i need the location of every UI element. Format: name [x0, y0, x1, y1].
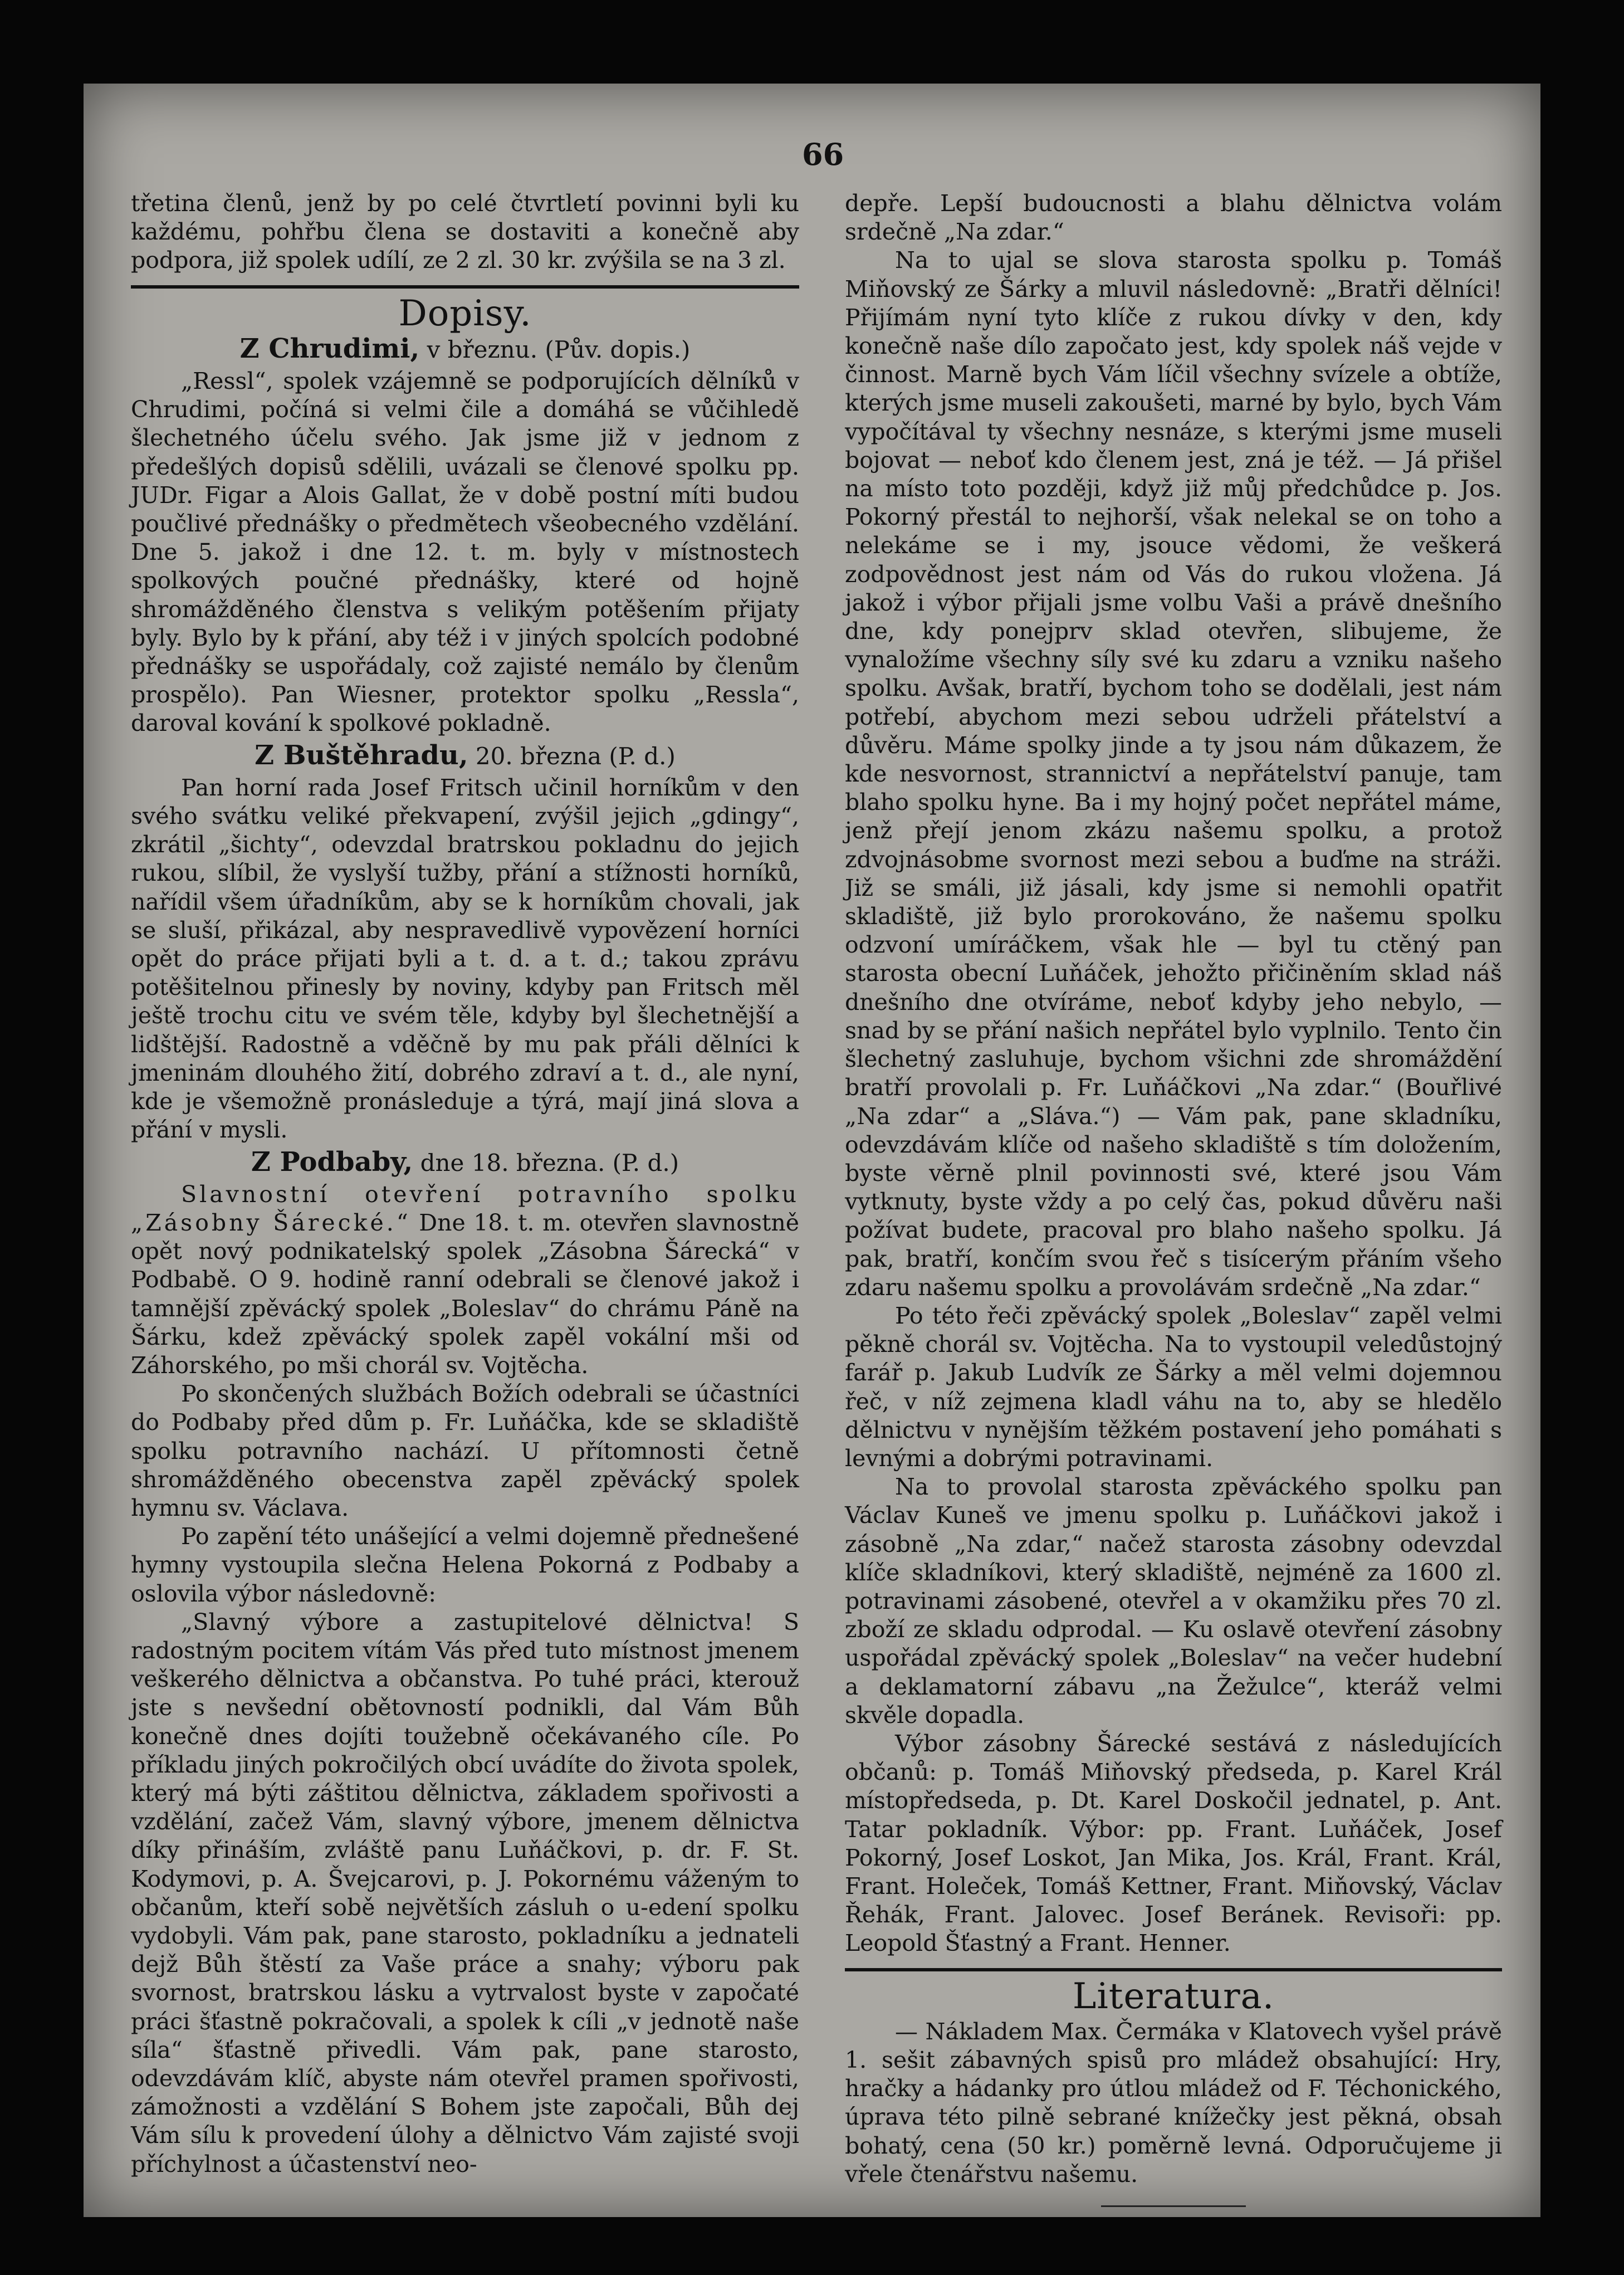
place-chrudim: Z Chrudimi,	[239, 333, 420, 364]
place-podbaba: Z Podbaby,	[251, 1146, 413, 1178]
section-divider	[131, 285, 799, 289]
section-title-literatura: Literatura.	[1072, 1975, 1275, 2017]
article-podbaba-p2: Po skončených službách Božích odebrali se účastníci do Podbaby před dům p. Fr. Luňáčka, kde se skladiště spolku potravního nachází. U přítomnosti četně shromážděného obecenstva zapěl zpěvácký spolek hymnu sv. Václava.	[131, 1380, 799, 1521]
spaced-lead: Slavnostní otevření potravního spolku „Zásobny Šárecké.“	[131, 1180, 799, 1236]
date-podbaba: dne 18. března. (P. d.)	[420, 1149, 679, 1176]
dateline-bustehrad	[131, 741, 799, 770]
end-rule	[1101, 2205, 1246, 2207]
right-p2: Na to ujal se slova starosta spolku p. Tomáš Miňovský ze Šárky a mluvil následovně: „Bratři dělníci! Přijímám nyní tyto klíče z rukou dívky v den, kdy konečně naše dílo započato jest, kdy spolek náš vejde v činnost. Marně bych Vám líčil všechny svízele a obtíže, kterých jsme museli zakoušeti, marné by bylo, bych Vám vypočítával ty všechny nesnáze, s kterými jsme museli bojovat — neboť kdo členem jest, zná je též. — Já přišel na místo toto později, když již můj předchůdce p. Jos. Pokorný přestál to nejhorší, však nelekal se on toho a nelekáme se i my, jsouce vědomi, že veškerá zodpovědnost jest nám od Vás do rukou vložena. Já jakož i výbor přijali jsme volbu Vaši a právě dnešního dne, kdy ponejprv sklad otevřen, slibujeme, že vynaložíme všechny síly své ku zdaru a vzniku našeho spolku. Avšak, bratří, bychom toho se dodělali, jest nám potřebí, abychom mezi sebou udrželi přátelství a důvěru. Máme spolky jinde a ty jsou nám důkazem, že kde nesvornost, strannictví a nepřátelství panuje, tam blaho spolku hyne. Ba i my hojný počet nepřátel máme, jenž přejí jenom zkázu našemu spolku, a protož zdvojnásobme svornost mezi sebou a buďme na stráži. Již se smáli, již jásali, kdy jsme si nemohli opatřit skladiště, již bylo prorokováno, že našemu spolku odzvoní umíráčkem, však hle — byl tu ctěný pan starosta obecní Luňáček, jehožto přičiněním sklad náš dnešního dne otvíráme, neboť kdyby jeho nebylo, — snad by se přání našich nepřátel bylo vyplnilo. Tento čin šlechetný zasluhuje, bychom všichni zde shromáždění bratří provolali p. Fr. Luňáčkovi „Na zdar.“ (Bouřlivé „Na zdar“ a „Sláva.“) — Vám pak, pane skladníku, odevzdávám klíče od našeho skladiště s tím doložením, byste věrně plnil povinnosti své, které jsou Vám vytknuty, byste vždy a po celý čas, pokud důvěru naši požívat budete, pracoval pro blaho našeho spolku. Já pak, bratří, končím svou řeč s tisícerým přáním všeho zdaru našemu spolku a provolávám srdečně „Na zdar.“	[845, 247, 1502, 1301]
article-chrudim: „Ressl“, spolek vzájemně se podporujících dělníků v Chrudimi, počíná si velmi čile a domáhá se vůčihledě šlechetného účelu svého. Jak jsme již v jednom z předešlých dopisů sdělili, uvázali se členové spolku pp. JUDr. Figar a Alois Gallat, že v době postní míti budou poučlivé přednášky o předmětech všeobecného vzdělání. Dne 5. jakož i dne 12. t. m. byly v místnostech spolkových poučné přednášky, které od hojně shromážděného členstva s velikým potěšením přijaty byly. Bylo by k přání, aby též i v jiných spolcích podobné přednášky se uspořádaly, což zajisté nemálo by členům prospělo). Pan Wiesner, protektor spolku „Ressla“, daroval kování k spolkové pokladně.	[131, 368, 799, 737]
left-column	[131, 189, 799, 2179]
intro-paragraph: třetina členů, jenž by po celé čtvrtletí povinni byli ku každému, pohřbu člena se dostaviti a konečně aby podpora, již spolek udílí, ze 2 zl. 30 kr. zvýšila se na 3 zl.	[131, 190, 799, 274]
right-p5: Výbor zásobny Šárecké sestává z následujících občanů: p. Tomáš Miňovský předseda, p. Karel Král místopředseda, p. Dt. Karel Doskočil jednatel, p. Ant. Tatar pokladník. Výbor: pp. Frant. Luňáček, Josef Pokorný, Josef Loskot, Jan Mika, Jos. Král, Frant. Král, Frant. Holeček, Tomáš Kettner, Frant. Miňovský, Václav Řehák, Frant. Jalovec. Josef Beránek. Revisoři: pp. Leopold Šťastný a Frant. Henner.	[845, 1730, 1502, 1957]
article-bustehrad: Pan horní rada Josef Fritsch učinil horníkům v den svého svátku veliké překvapení, zvýšil jejich „gdingy“, zkrátil „šichty“, odevzdal bratrskou pokladnu do jejich rukou, slíbil, že vyslyší tužby, přání a stížnosti horníků, nařídil všem úřadníkům, aby se k horníkům chovali, jak se sluší, přikázal, aby nespravedlivě vypovězení horníci opět do práce přijati byli a t. d. a t. d.; takou zprávu potěšitelnou přinesly by noviny, kdyby pan Fritsch měl ještě trochu citu ve svém těle, kdyby byl šlechetnější a lidštější. Radostně a vděčně by mu pak přáli dělníci k jmeninám dlouhého žití, dobrého zdraví a t. d., ale nyní, kde je všemožně pronásleduje a týrá, mají jiná slova a přání v mysli.	[131, 774, 799, 1144]
date-chrudim: v březnu. (Pův. dopis.)	[427, 335, 691, 363]
date-bustehrad: 20. března (P. d.)	[475, 742, 676, 770]
article-podbaba-p1	[131, 1180, 799, 1380]
article-podbaba-p4: „Slavný výbore a zastupitelové dělnictva! S radostným pocitem vítám Vás před tuto místnost jmenem veškerého dělnictva a občanstva. Po tuhé práci, kterouž jste s nevšední obětovností podnikli, dal Vám Bůh konečně dnes dojíti toužebně očekávaného cíle. Po příkladu jiných pokročilých obcí uvádíte do života spolek, který má býti záštitou dělnictva, základem spořivosti a vzdělání, začež Vám, slavný výbore, jmenem dělnictva díky přináším, zvláště panu Luňáčkovi, p. dr. F. St. Kodymovi, p. A. Švejcarovi, p. J. Pokornému váženým to občanům, kteří sobě největších zásluh o u-edení spolku vydobyli. Vám pak, pane starosto, pokladníku a jednateli dejž Bůh štěstí za Vaše práce a snahy; výboru pak svornost, bratrskou lásku a vytrvalost byste v započaté práci šťastně pokračovali, a spolek k cíli „v jednotě naše síla“ šťastně přivedli. Vám pak, pane starosto, odevzdávám klíč, abyste nám otevřel pramen spořivosti, zámožnosti a vzdělání S Bohem jste započali, Bůh dej Vám sílu k provedení úlohy a dělnictvo Vám zajisté svoji příchylnost a účastenství neo-	[131, 1608, 799, 2178]
newspaper-page	[84, 84, 1540, 2217]
right-p1: depře. Lepší budoucnosti a blahu dělnictva volám srdečně „Na zdar.“	[845, 190, 1502, 246]
article-podbaba-p3: Po zapění této unášející a velmi dojemně přednešené hymny vystoupila slečna Helena Pokorná z Podbaby a oslovila výbor následovně:	[131, 1523, 799, 1607]
page-number: 66	[802, 136, 844, 172]
place-bustehrad: Z Buštěhradu,	[255, 739, 468, 771]
section-title-dopisy: Dopisy.	[398, 292, 532, 334]
right-p4: Na to provolal starosta zpěváckého spolku pan Václav Kuneš ve jmenu spolku p. Luňáčkovi jakož i zásobně „Na zdar,“ načež starosta zásobny odevzdal klíče skladníkovi, který skladiště, nejméně za 1600 zl. potravinami zásobené, otevřel a v okamžiku přes 70 zl. zboží ze skladu odprodal. — Ku oslavě otevření zásobny uspořádal zpěvácký spolek „Boleslav“ na večer hudební a deklamatorní zábavu „na Žežulce“, kteráž velmi skvěle dopadla.	[845, 1473, 1502, 1729]
dateline-podbaba	[131, 1148, 799, 1177]
literatura-text: — Nákladem Max. Čermáka v Klatovech vyšel právě 1. sešit zábavných spisů pro mládež obsahující: Hry, hračky a hádanky pro útlou mládež od F. Téchonického, úprava této pilně sebrané knížečky jest pěkná, obsah bohatý, cena (50 kr.) poměrně levná. Odporučujeme ji vřele čtenářstvu našemu.	[845, 2018, 1502, 2188]
right-column	[845, 189, 1502, 2214]
dateline-chrudim	[131, 335, 799, 364]
right-p3: Po této řeči zpěvácký spolek „Boleslav“ zapěl velmi pěkně chorál sv. Vojtěcha. Na to vystoupil veledůstojný farář p. Jakub Ludvík ze Šárky a měl velmi dojemnou řeč, v níž zejmena kladl váhu na to, aby se hledělo dělnictvu v nynějším těžkém postavení jeho pomáhati s levnými a dobrými potravinami.	[845, 1302, 1502, 1472]
literatura-divider	[845, 1968, 1502, 1971]
p1-rest: Dne 18. t. m. otevřen slavnostně opět nový podnikatelský spolek „Zásobna Šárecká“ v Podbabě. O 9. hodině ranní odebrali se členové jakož i tamnější zpěvácký spolek „Boleslav“ do chrámu Páně na Šárku, kdež zpěvácký spolek zapěl vokální mši od Záhorského, po mši chorál sv. Vojtěcha.	[131, 1209, 800, 1379]
